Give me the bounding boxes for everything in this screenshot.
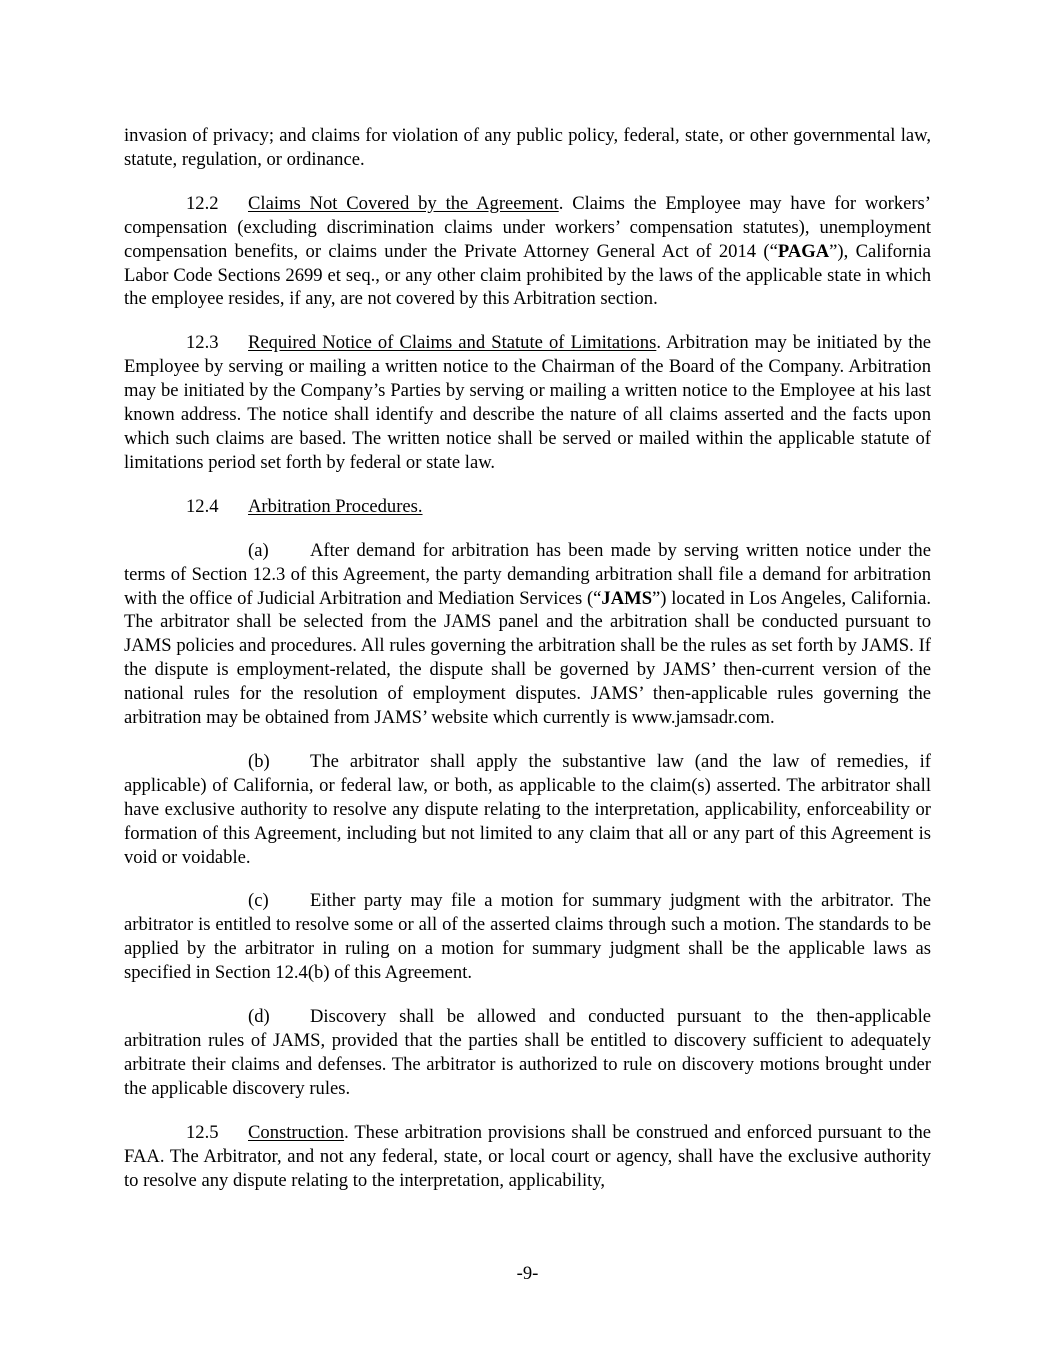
section-text: . Arbitration may be initiated by the Employee by serving or mailing a written notice to the Chairman of the Board of the Company. Arbitration may be initiated by the Company’s Parties by serving or mailing a written notice to the Employee at his last known address. The notice shall identify and describe the nature of all claims asserted and the facts upon which such claims are based. The written notice shall be served or mailed within the applicable statute of limitations period set forth by federal or state law. — [124, 332, 932, 473]
section-heading: Required Notice of Claims and Statute of Limitations — [248, 332, 657, 354]
section-12-3 — [124, 331, 931, 474]
section-heading: Construction — [248, 1121, 345, 1143]
subsection-12-4-c — [124, 889, 931, 985]
subsection-text: The arbitrator shall apply the substantive law (and the law of remedies, if applicable) of California, or federal law, or both, as applicable to the claim(s) asserted. The arbitrator shall have exclusive authority to resolve any dispute relating to the interpretation, applicability, enforceability or formation of this Agreement, including but not limited to any claim that all or any part of this Agreement is void or voidable. — [124, 750, 931, 868]
section-number: 12.2 — [186, 192, 219, 214]
subsection-label: (d) — [248, 1006, 270, 1028]
subsection-text-continued: ”) located in Los Angeles, California. The arbitrator shall be selected from the JAMS panel and the arbitration shall be conducted pursuant to JAMS policies and procedures. All rules governing the arbitration shall be the rules as set forth by JAMS. If the dispute is employment-related, the dispute shall be governed by JAMS’ then-current version of the national rules for the resolution of employment disputes. JAMS’ then-applicable rules governing the arbitration may be obtained from JAMS’ website which currently is www.jamsadr.com. — [124, 587, 932, 729]
section-heading: Arbitration Procedures. — [248, 495, 423, 517]
subsection-text: Either party may file a motion for summary judgment with the arbitrator. The arbitrator is entitled to resolve some or all of the asserted claims through such a motion. The standards to be applied by the arbitrator in ruling on a motion for summary judgment shall be the applicable laws as specified in Section 12.4(b) of this Agreement. — [124, 890, 931, 984]
page-number: -9- — [516, 1263, 539, 1284]
section-12-2 — [124, 192, 931, 312]
section-text: . Claims the Employee may have for workers’ compensation (excluding discrimination claims under workers’ compensation statutes), unemployment compensation benefits, or claims under the Private Attorney General Act of 2014 (“ — [124, 192, 931, 262]
subsection-label: (a) — [248, 539, 269, 561]
subsection-text: After demand for arbitration has been made by serving written notice under the terms of Section 12.3 of this Agreement, the party demanding arbitration shall file a demand for arbitration with the office of Judicial Arbitration and Mediation Services (“ — [124, 539, 931, 609]
subsection-12-4-d — [124, 1005, 931, 1101]
subsection-12-4-b — [124, 750, 931, 870]
section-text: . These arbitration provisions shall be construed and enforced pursuant to the FAA. The Arbitrator, and not any federal, state, or local court or agency, shall have the exclusive authority to resolve any dispute relating to the interpretation, applicability, — [124, 1121, 931, 1191]
subsection-12-4-a — [124, 539, 931, 730]
defined-term-paga: PAGA — [777, 240, 830, 262]
section-12-4 — [124, 495, 931, 519]
paragraph-text: invasion of privacy; and claims for violation of any public policy, federal, state, or other governmental law, statute, regulation, or ordinance. — [124, 125, 931, 170]
section-number: 12.4 — [186, 495, 219, 517]
subsection-label: (c) — [248, 890, 269, 912]
section-12-5 — [124, 1121, 931, 1193]
document-page — [124, 124, 931, 1212]
section-number: 12.5 — [186, 1121, 219, 1143]
paragraph-continuation — [124, 124, 931, 172]
section-heading: Claims Not Covered by the Agreement — [248, 192, 559, 214]
defined-term-jams: JAMS — [601, 587, 653, 609]
section-number: 12.3 — [186, 332, 219, 354]
section-text-continued: ”), California Labor Code Sections 2699 et seq., or any other claim prohibited by the laws of the applicable state in which the employee resides, if any, are not covered by this Arbitration section. — [124, 240, 932, 310]
subsection-text: Discovery shall be allowed and conducted pursuant to the then-applicable arbitration rules of JAMS, provided that the parties shall be entitled to discovery sufficient to adequately arbitrate their claims and defenses. The arbitrator is authorized to rule on discovery motions brought under the applicable discovery rules. — [124, 1006, 931, 1099]
subsection-label: (b) — [248, 750, 270, 772]
